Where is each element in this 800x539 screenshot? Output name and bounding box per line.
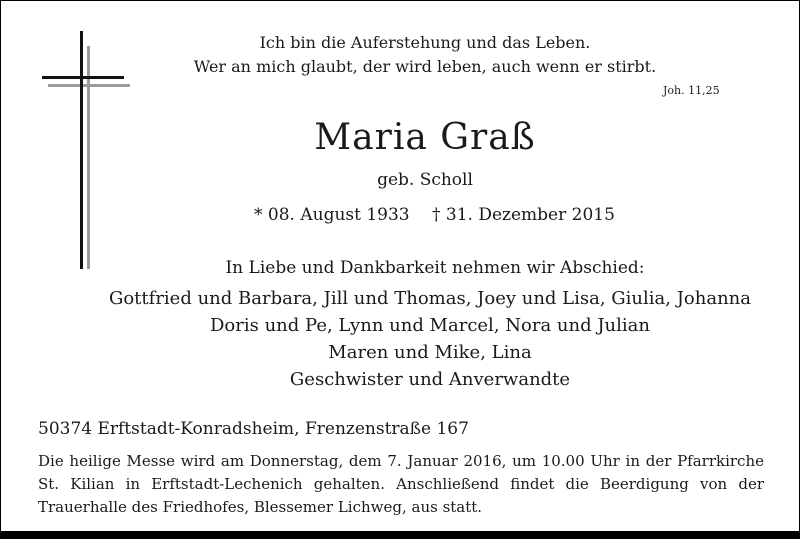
funeral-notice-line: Die heilige Messe wird am Donnerstag, dem 7. Januar 2016, um 10.00 Uhr in der Pfarrkirche (38, 452, 764, 470)
funeral-notice-line: Trauerhalle des Friedhofes, Blessemer Lichweg, aus statt. (38, 498, 483, 516)
verse-line-1: Ich bin die Auferstehung und das Leben. (259, 33, 591, 52)
mourners-line: Geschwister und Anverwandte (289, 369, 571, 390)
verse-reference: Joh. 11,25 (663, 84, 720, 97)
mourners-line: Doris und Pe, Lynn und Marcel, Nora und Julian (210, 315, 650, 336)
mourners-intro: In Liebe und Dankbarkeit nehmen wir Abschied: (225, 258, 645, 278)
cross-shadow-vertical (87, 46, 90, 269)
funeral-notice-line: St. Kilian in Erftstadt-Lechenich gehalten. Anschließend findet die Beerdigung von der (38, 475, 764, 493)
deceased-name: Maria Graß (314, 117, 536, 158)
cross-icon (42, 31, 132, 271)
cross-vertical (80, 31, 83, 269)
cross-shadow-horizontal (48, 84, 130, 87)
bottom-border (0, 531, 800, 539)
cross-horizontal (42, 76, 124, 79)
death-date: † 31. Dezember 2015 (432, 205, 615, 225)
mourners-line: Gottfried und Barbara, Jill und Thomas, Joey und Lisa, Giulia, Johanna (108, 288, 752, 309)
mourners-line: Maren und Mike, Lina (328, 342, 532, 363)
birth-date: * 08. August 1933 (254, 205, 410, 225)
verse-line-2: Wer an mich glaubt, der wird leben, auch wenn er stirbt. (193, 57, 657, 76)
born-name: geb. Scholl (377, 170, 473, 190)
family-address: 50374 Erftstadt-Konradsheim, Frenzenstraße 167 (38, 419, 469, 439)
